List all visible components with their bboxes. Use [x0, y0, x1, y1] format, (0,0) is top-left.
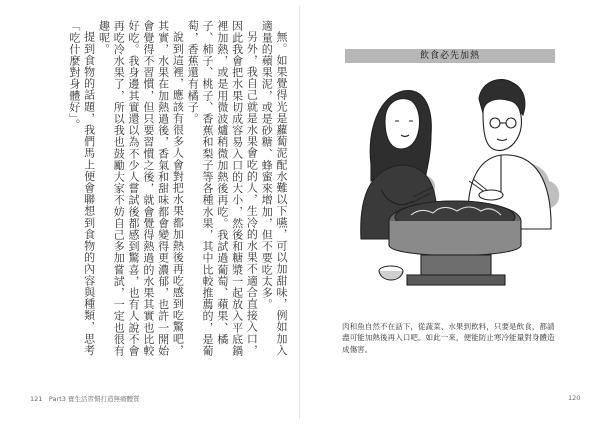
hotpot [389, 201, 521, 285]
body-paragraph: 無。如果覺得光是蘿蔔泥配水難以下嚥，可以加甜味，例如加入適量的蘋果泥，或是砂糖、蜂蜜來增加，但不要吃太多。 [260, 20, 288, 356]
body-text-vertical [28, 20, 288, 358]
body-paragraph: 說到這裡，應該有很多人會對把水果都加熱後再吃感到吃驚吧，其實，水果在加熱過後，香氣和甜味都會變得更濃郁，也許一開始會覺得不習慣，但只要習慣之後，就會覺得熱過的水果其實也比較好吃。我身邊其實還以為不少人嘗試後都感到驚喜，也有人說不會再吃冷水果了，所以我也鼓勵大家不妨自己多加嘗試，一定也很有趣呢。 [97, 20, 185, 357]
page-number-right: 120 [568, 394, 581, 402]
side-bowl [379, 266, 403, 280]
illustration-caption: 肉和魚自然不在話下，從蔬菜、水果到飲料，只要是飲食，都請盡可能加熱後再入口吧。如此一來，便能防止寒冷能量對身體造成傷害。 [342, 322, 555, 354]
illustration-title-banner: 飲食必先加熱 [345, 49, 555, 63]
body-paragraph: 另外，我自己就是水果會吃的人，生冷的水果不適合直接入口，因此我會把水果切成容易入口的大小，然後和糖漿一起放入平底鍋裡加熱，或是用微波爐稍微加熱後再吃。我試過葡萄、蘋果、橘子、柿子、桃子、香蕉和梨子等各種水果，其中比較推薦的，是葡萄，香蕉還有橘子。 [186, 20, 259, 357]
page-footer-left: 121 Part3 寶生活習慣打造無痛體質 [30, 395, 140, 403]
hotpot-couple-illustration [351, 69, 563, 303]
body-paragraph: 提到食物的話題，我們馬上便會聯想到食物的內容與種類，思考「吃什麼對身體好」。 [67, 20, 96, 356]
